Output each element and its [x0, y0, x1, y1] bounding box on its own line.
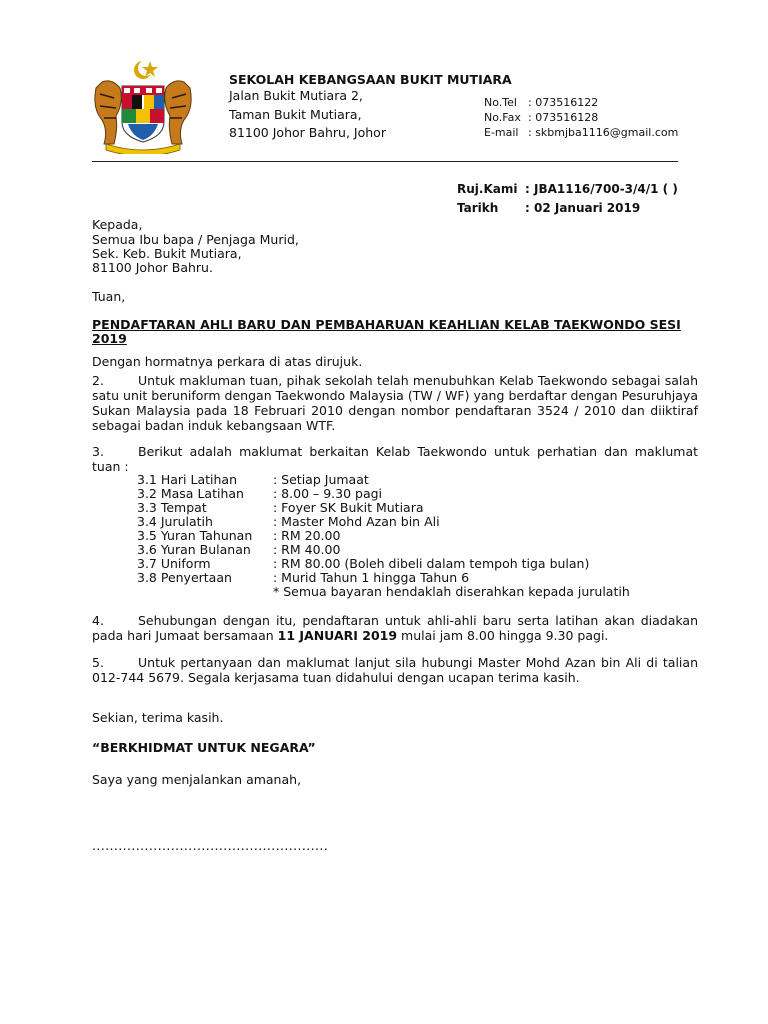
- item-value: : 8.00 – 9.30 pagi: [273, 486, 383, 501]
- paragraph-3: [92, 444, 698, 474]
- contact-email-label: E-mail: [484, 126, 519, 139]
- list-item: [137, 528, 340, 543]
- list-item: [137, 500, 424, 515]
- paragraph-5-text: Untuk pertanyaan dan maklumat lanjut sila hubungi Master Mohd Azan bin Ali di talian 012-744 5679. Segala kerjasama tuan didahului dengan ucapan terima kasih.: [92, 655, 698, 685]
- recipient-line-3: Sek. Keb. Bukit Mutiara,: [92, 246, 242, 261]
- contact-fax: [484, 111, 598, 124]
- item-label: 3.2 Masa Latihan: [137, 486, 244, 501]
- paragraph-5: [92, 655, 698, 685]
- recipient-line-1: Kepada,: [92, 217, 143, 232]
- reference-number: [457, 182, 678, 196]
- contact-tel-value: : 073516122: [528, 96, 599, 109]
- date-value: : 02 Januari 2019: [525, 201, 641, 215]
- contact-fax-label: No.Fax: [484, 111, 521, 124]
- list-item: [137, 514, 440, 529]
- paragraph-2: [92, 373, 698, 433]
- letter-date: [457, 201, 640, 215]
- item-value: : Master Mohd Azan bin Ali: [273, 514, 440, 529]
- list-item: [137, 472, 369, 487]
- item-label: 3.8 Penyertaan: [137, 570, 232, 585]
- list-item: [137, 556, 589, 571]
- paragraph-4-text-after: mulai jam 8.00 hingga 9.30 pagi.: [397, 628, 609, 643]
- school-name: SEKOLAH KEBANGSAAN BUKIT MUTIARA: [229, 72, 512, 87]
- item-label: 3.7 Uniform: [137, 556, 211, 571]
- address-line-2: Taman Bukit Mutiara,: [229, 107, 362, 122]
- letter-subject: PENDAFTARAN AHLI BARU DAN PEMBAHARUAN KEAHLIAN KELAB TAEKWONDO SESI 2019: [92, 317, 681, 346]
- contact-email: [484, 126, 678, 139]
- reference-label: Ruj.Kami: [457, 182, 518, 196]
- list-item: [137, 486, 382, 501]
- item-value: : Murid Tahun 1 hingga Tahun 6: [273, 570, 470, 585]
- item-label: 3.3 Tempat: [137, 500, 207, 515]
- paragraph-2-number: 2.: [92, 373, 104, 388]
- paragraph-3-text: Berikut adalah maklumat berkaitan Kelab Taekwondo untuk perhatian dan maklumat tuan :: [92, 444, 698, 474]
- paragraph-4-number: 4.: [92, 613, 104, 628]
- paragraph-4: [92, 613, 698, 643]
- address-line-1: Jalan Bukit Mutiara 2,: [229, 88, 363, 103]
- contact-fax-value: : 073516128: [528, 111, 599, 124]
- closing-amanah: Saya yang menjalankan amanah,: [92, 772, 302, 787]
- list-item: [137, 542, 340, 557]
- paragraph-5-number: 5.: [92, 655, 104, 670]
- item-value: : Setiap Jumaat: [273, 472, 369, 487]
- item-label: 3.6 Yuran Bulanan: [137, 542, 251, 557]
- paragraph-3-number: 3.: [92, 444, 104, 459]
- item-value: : Foyer SK Bukit Mutiara: [273, 500, 424, 515]
- recipient-line-4: 81100 Johor Bahru.: [92, 260, 213, 275]
- item-label: 3.1 Hari Latihan: [137, 472, 237, 487]
- motto: “BERKHIDMAT UNTUK NEGARA”: [92, 740, 316, 755]
- contact-email-value: : skbmjba1116@gmail.com: [528, 126, 679, 139]
- header-divider: [92, 161, 678, 162]
- payment-note: * Semua bayaran hendaklah diserahkan kepada jurulatih: [273, 584, 630, 599]
- paragraph-2-text: Untuk makluman tuan, pihak sekolah telah menubuhkan Kelab Taekwondo sebagai salah satu unit beruniform dengan Taekwondo Malaysia (TW / WF) yang berdaftar dengan Pesuruhjaya Sukan Malaysia pada 18 Februari 2010 dengan nombor pendaftaran 3524 / 2010 dan diiktiraf sebagai badan induk kebangsaan WTF.: [92, 373, 698, 433]
- reference-value: : JBA1116/700-3/4/1 ( ): [525, 182, 678, 196]
- date-label: Tarikh: [457, 201, 499, 215]
- signature-line: ......................................................: [92, 838, 329, 853]
- closing-thanks: Sekian, terima kasih.: [92, 710, 224, 725]
- item-value: : RM 80.00 (Boleh dibeli dalam tempoh tiga bulan): [273, 556, 590, 571]
- paragraph-4-date: 11 JANUARI 2019: [277, 628, 398, 643]
- contact-tel: [484, 96, 598, 109]
- contact-tel-label: No.Tel: [484, 96, 517, 109]
- address-line-3: 81100 Johor Bahru, Johor: [229, 125, 386, 140]
- salutation: Tuan,: [92, 289, 126, 304]
- malaysia-coat-of-arms-icon: [88, 58, 198, 154]
- list-item: [137, 570, 469, 585]
- recipient-line-2: Semua Ibu bapa / Penjaga Murid,: [92, 232, 299, 247]
- item-value: : RM 40.00: [273, 542, 341, 557]
- item-label: 3.5 Yuran Tahunan: [137, 528, 253, 543]
- opening-line: Dengan hormatnya perkara di atas dirujuk.: [92, 354, 363, 369]
- item-label: 3.4 Jurulatih: [137, 514, 213, 529]
- item-value: : RM 20.00: [273, 528, 341, 543]
- paragraph-4-text-before: Sehubungan dengan itu, pendaftaran untuk ahli-ahli baru serta latihan akan diadakan pada hari Jumaat bersamaan: [92, 613, 698, 643]
